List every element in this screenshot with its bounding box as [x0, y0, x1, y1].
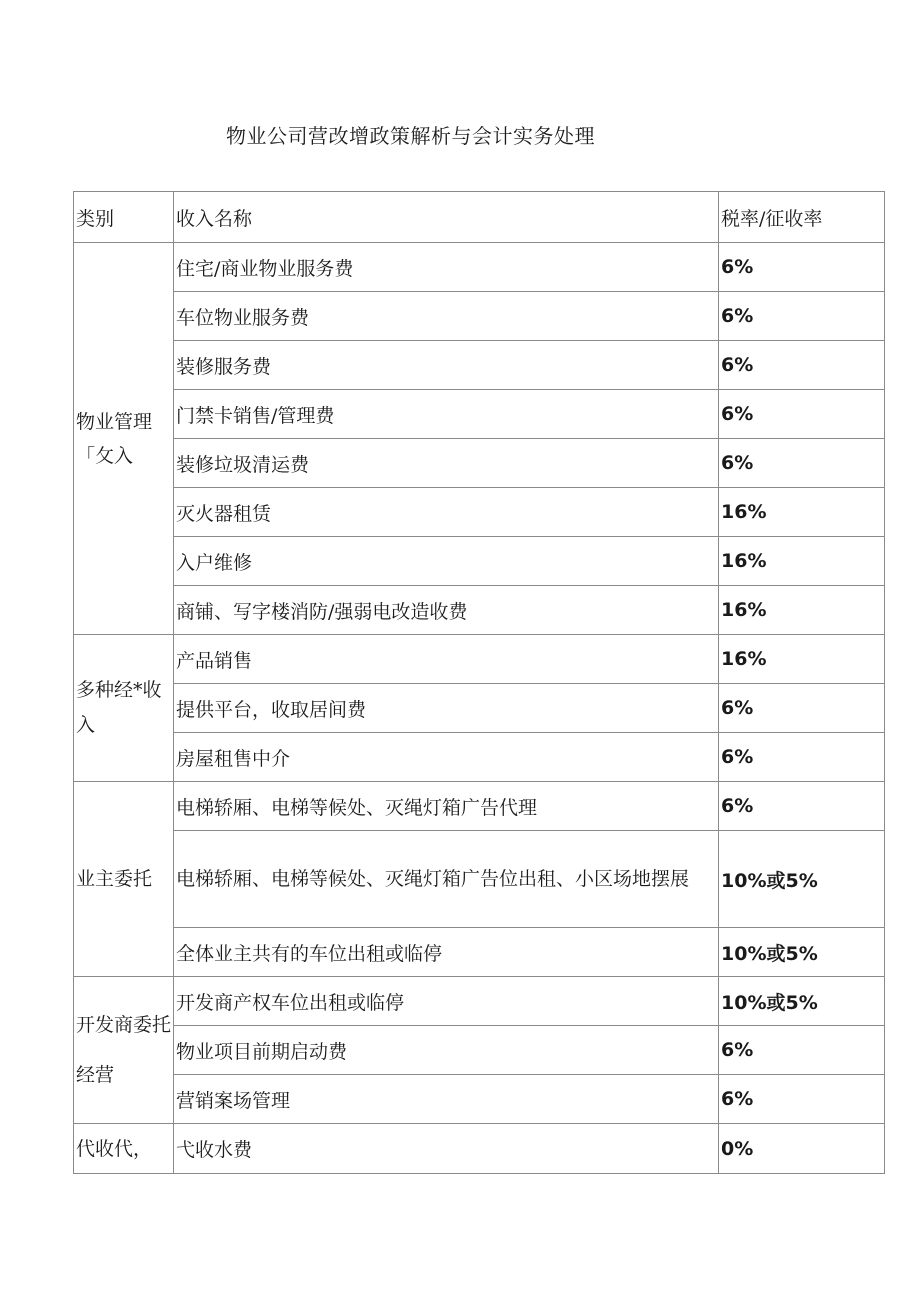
rate-cell: 16% [719, 635, 885, 684]
income-name-cell: 营销案场管理 [174, 1075, 719, 1124]
income-name-cell: 房屋租售中介 [174, 733, 719, 782]
income-name-cell: 弋收水费 [174, 1124, 719, 1174]
income-name-cell: 灭火器租赁 [174, 488, 719, 537]
tax-rate-table [73, 191, 885, 1174]
rate-cell: 10%或5% [719, 928, 885, 977]
table-row [74, 390, 885, 439]
income-name-cell: 全体业主共有的车位出租或临停 [174, 928, 719, 977]
table-row [74, 1075, 885, 1124]
rate-cell: 16% [719, 537, 885, 586]
income-name-cell: 住宅/商业物业服务费 [174, 243, 719, 292]
rate-cell: 10%或5% [719, 977, 885, 1026]
income-name-cell: 装修垃圾清运费 [174, 439, 719, 488]
rate-cell: 6% [719, 1075, 885, 1124]
income-name-cell: 电梯轿厢、电梯等候处、灭绳灯箱广告代理 [174, 782, 719, 831]
category-cell: 开发商委托经营 [74, 977, 174, 1124]
income-name-cell: 入户维修 [174, 537, 719, 586]
category-cell: 物业管理「攵入 [74, 243, 174, 635]
table-row [74, 488, 885, 537]
table-row [74, 1124, 885, 1174]
income-name-cell: 车位物业服务费 [174, 292, 719, 341]
income-name-cell: 开发商产权车位出租或临停 [174, 977, 719, 1026]
table-row [74, 439, 885, 488]
income-name-cell: 商铺、写字楼消防/强弱电改造收费 [174, 586, 719, 635]
category-cell: 业主委托 [74, 782, 174, 977]
rate-cell: 0% [719, 1124, 885, 1174]
rate-cell: 6% [719, 243, 885, 292]
rate-cell: 6% [719, 782, 885, 831]
rate-cell: 10%或5% [719, 831, 885, 928]
page-title: 物业公司营改增政策解析与会计实务处理 [226, 124, 595, 148]
income-name-cell: 电梯轿厢、电梯等候处、灭绳灯箱广告位出租、小区场地摆展 [174, 831, 719, 928]
table-row [74, 684, 885, 733]
table-row [74, 292, 885, 341]
rate-cell: 6% [719, 733, 885, 782]
header-rate: 税率/征收率 [719, 192, 885, 243]
rate-cell: 6% [719, 390, 885, 439]
income-name-cell: 门禁卡销售/管理费 [174, 390, 719, 439]
table-row [74, 733, 885, 782]
income-name-cell: 物业项目前期启动费 [174, 1026, 719, 1075]
table-row [74, 537, 885, 586]
rate-cell: 6% [719, 1026, 885, 1075]
header-income-name: 收入名称 [174, 192, 719, 243]
table-row [74, 635, 885, 684]
income-name-cell: 产品销售 [174, 635, 719, 684]
income-name-cell: 装修服务费 [174, 341, 719, 390]
table-row [74, 928, 885, 977]
income-name-cell: 提供平台，收取居间费 [174, 684, 719, 733]
table-row [74, 243, 885, 292]
category-cell: 多种经*收入 [74, 635, 174, 782]
table-row [74, 782, 885, 831]
rate-cell: 6% [719, 684, 885, 733]
rate-cell: 6% [719, 439, 885, 488]
table-row [74, 831, 885, 928]
rate-cell: 6% [719, 292, 885, 341]
table-row [74, 586, 885, 635]
rate-cell: 16% [719, 488, 885, 537]
table-row [74, 977, 885, 1026]
table-header-row [74, 192, 885, 243]
rate-cell: 16% [719, 586, 885, 635]
category-cell: 代收代， [74, 1124, 174, 1174]
table-row [74, 1026, 885, 1075]
header-category: 类别 [74, 192, 174, 243]
rate-cell: 6% [719, 341, 885, 390]
table-row [74, 341, 885, 390]
